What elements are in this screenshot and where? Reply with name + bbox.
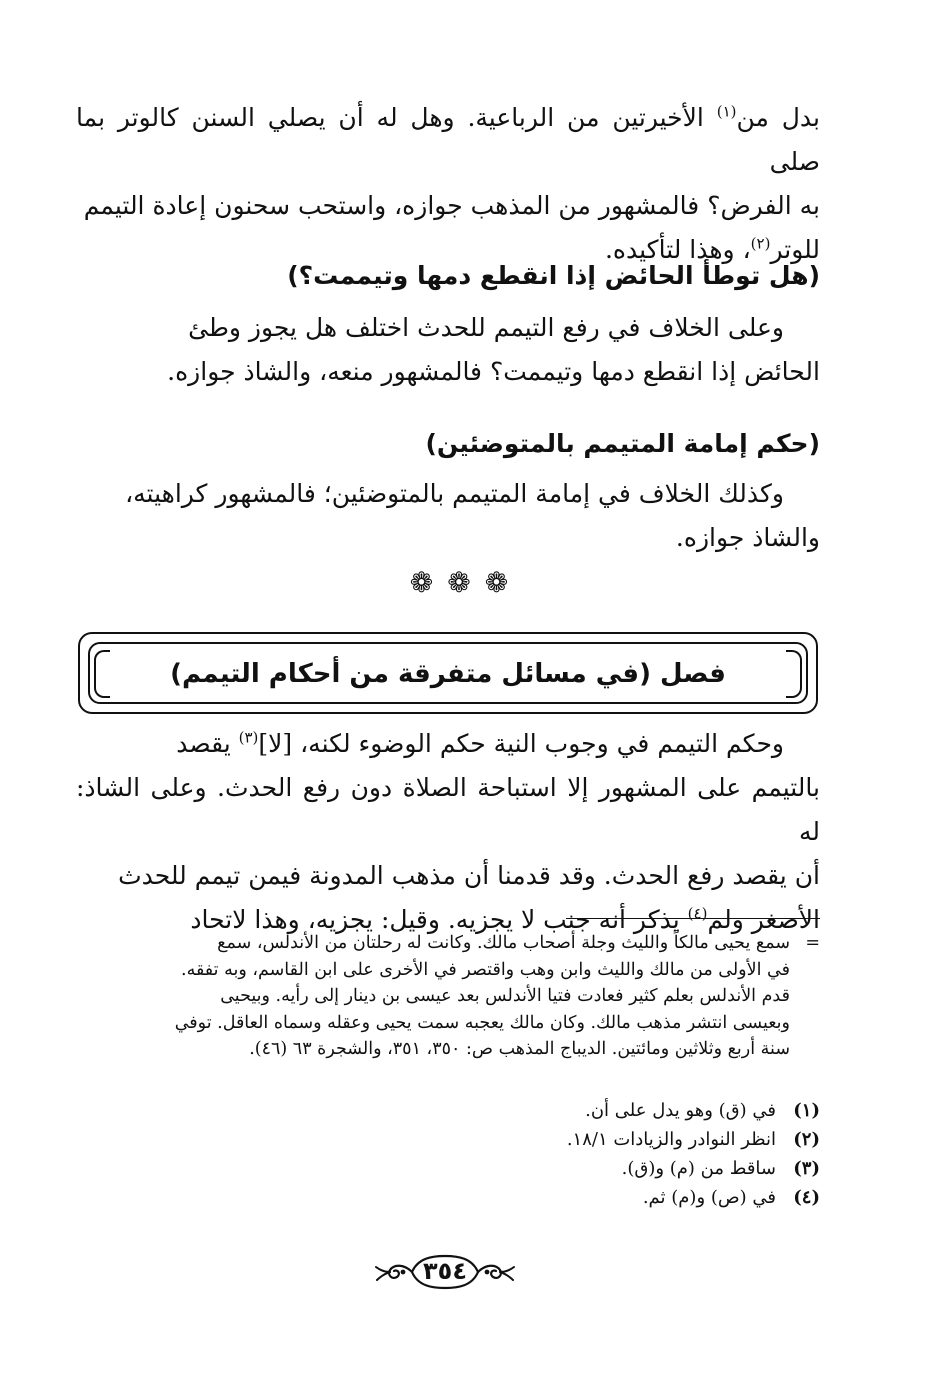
footnote-text: انظر النوادر والزيادات ١٨/١.	[566, 1129, 776, 1150]
page-number: ٣٥٤	[423, 1257, 467, 1285]
footnote-text: في (ق) وهو يدل على أن.	[585, 1100, 776, 1121]
footnote-continuation-line: في الأولى من مالك والليث وابن وهب واقتصر في الأخرى على ابن القاسم، وبه تفقه.	[181, 959, 790, 980]
footnote-ref-3[interactable]: (٣)	[238, 728, 259, 747]
footnote-1	[76, 1096, 820, 1125]
text-line: بالتيمم على المشهور إلا استباحة الصلاة دون رفع الحدث. وعلى الشاذ: له	[76, 773, 820, 846]
footnote-text: في (ص) و(م) ثم.	[642, 1187, 776, 1208]
text-line: الحائض إذا انقطع دمها وتيممت؟ فالمشهور منعه، والشاذ جوازه.	[167, 357, 820, 386]
footnote-3	[76, 1154, 820, 1183]
text-line: بدل من$^{(١)}$ الأخيرتين من الرباعية. وهل له أن يصلي السنن كالوتر بما صلى	[76, 102, 820, 176]
text-line: وحكم التيمم في وجوب النية حكم الوضوء لكنه، [لا]$^{(٣)}$ يقصد	[176, 728, 784, 758]
text-line: والشاذ جوازه.	[675, 523, 820, 552]
footnote-continuation	[76, 930, 820, 1063]
section-title-frame	[78, 632, 818, 714]
paragraph-intention	[76, 722, 820, 942]
footnote-ref-1[interactable]: (١)	[716, 102, 737, 121]
footnote-continuation-line: قدم الأندلس بعلم كثير فعادت فتيا الأندلس بعد عيسى بن دينار إلى رأيه. وبيحيى	[220, 986, 790, 1006]
text-line: وعلى الخلاف في رفع التيمم للحدث اختلف هل يجوز وطئ	[188, 313, 784, 342]
heading-imamate: (حكم إمامة المتيمم بالمتوضئين)	[425, 429, 820, 458]
footnotes-list	[76, 1096, 820, 1212]
text-line: للوتر$^{(٢)}$، وهذا لتأكيده.	[604, 234, 820, 264]
text-line: الأصغر ولم$^{(٤)}$ يذكر أنه جنب لا يجزيه. وقيل: يجزيه، وهذا لاتحاد	[190, 904, 820, 934]
footnote-4	[76, 1183, 820, 1212]
footnote-number: (٤)	[793, 1187, 820, 1208]
page-number-ornament	[370, 1250, 520, 1294]
heading-menstruating-woman: (هل توطأ الحائض إذا انقطع دمها وتيممت؟)	[287, 261, 820, 290]
continuation-marker: =	[805, 933, 820, 953]
section-separator: ❁❁❁	[409, 566, 523, 599]
paragraph-prayer-tayammum	[76, 96, 820, 272]
footnote-continuation-line: = سمع يحيى مالكاً والليث وجلة أصحاب مالك. وكانت له رحلتان من الأندلس، سمع	[76, 930, 820, 957]
text-line: به الفرض؟ فالمشهور من المذهب جوازه، واستحب سحنون إعادة التيمم	[83, 191, 820, 220]
paragraph-menstruating-woman	[76, 306, 820, 394]
footnote-ref-4[interactable]: (٤)	[687, 904, 708, 923]
text-line: وكذلك الخلاف في إمامة المتيمم بالمتوضئين؛ فالمشهور كراهيته،	[125, 479, 784, 508]
footnote-number: (٢)	[793, 1129, 820, 1150]
section-title: فصل (في مسائل متفرقة من أحكام التيمم)	[170, 659, 726, 689]
footnote-continuation-line: وبعيسى انتشر مذهب مالك. وكان مالك يعجبه سمت يحيى وعقله وسماه العاقل. توفي	[174, 1012, 790, 1033]
paragraph-imamate	[76, 472, 820, 560]
footnote-number: (١)	[793, 1100, 820, 1121]
footnote-2	[76, 1125, 820, 1154]
footnote-ref-2[interactable]: (٢)	[750, 234, 771, 253]
footnote-divider	[566, 918, 820, 919]
footnote-number: (٣)	[793, 1158, 820, 1179]
footnote-continuation-line: سنة أربع وثلاثين ومائتين. الديباج المذهب ص: ٣٥٠، ٣٥١، والشجرة ٦٣ (٤٦).	[249, 1039, 790, 1059]
footnote-text: ساقط من (م) و(ق).	[621, 1158, 776, 1179]
text-line: أن يقصد رفع الحدث. وقد قدمنا أن مذهب المدونة فيمن تيمم للحدث	[118, 861, 820, 890]
